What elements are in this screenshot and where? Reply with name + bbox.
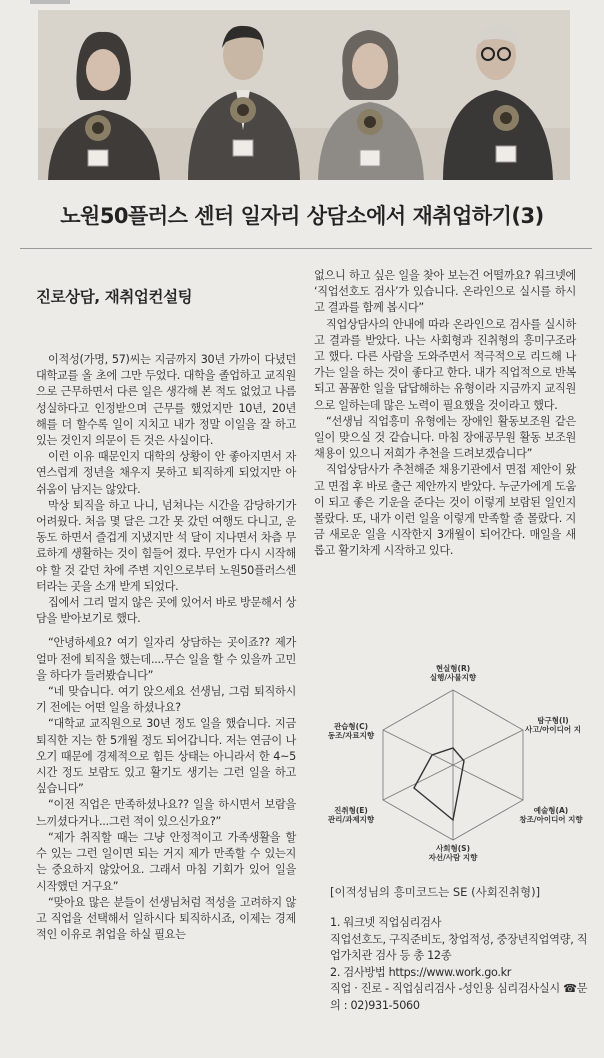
paragraph: 막상 퇴직을 하고 나니, 넘쳐나는 시간을 감당하기가 어려웠다. 처음 몇 달은 그간 못 갔던 여행도 다니고, 운동도 하면서 즐겁게 지냈지만 석 달이 지나면서 차츰 무료하게 생활하는 것이 힘들어 졌다. 무언가 다시 시작해야 할 것 같던 차에 주변 지인으로부터 노원50플러스센터라는 곳을 소개 받게 되었다.	[36, 498, 296, 593]
paragraph: 이런 이유 때문인지 대학의 상황이 안 좋아지면서 자연스럽게 정년을 채우지 못하고 퇴직하게 되었지만 아쉬움이 남지는 않았다.	[36, 450, 296, 496]
radar-label-social: 사회형(S) 자선/사람 지향	[428, 844, 478, 862]
score-polygon	[414, 748, 464, 820]
paragraph: 직업상담사가 추천해준 채용기관에서 면접 제안이 왔고 면접 후 바로 출근 제안까지 받았다. 누군가에게 도움이 되고 좋은 기운을 준다는 것이 이렇게 보람된 일인지 몰랐다. 또, 내가 이런 일을 이렇게 만족할 줄 몰랐다. 지금 새로운 일을 시작한지 3개월이 되어간다. 매일을 새롭고 활기차게 시작하고 있다.	[314, 463, 576, 558]
page-edge-mark	[30, 0, 70, 4]
paragraph: “제가 취직할 때는 그냥 안정적이고 가족생활을 할 수 있는 그런 일이면 되는 거지 제가 만족할 수 있는지는 중요하지 않았어요. 그래서 마침 기회가 있어 일을 시작했던 거구요”	[36, 830, 296, 893]
article-subhead: 진로상담, 재취업컨설팅	[36, 288, 193, 306]
info-line: 직업선호도, 구직준비도, 창업적성, 중장년직업역량, 직업가치관 검사 등 총 12종	[330, 932, 588, 962]
paragraph: 없으니 하고 싶은 일을 찾아 보는건 어떨까요? 워크넷에 ‘직업선호도 검사’가 있습니다. 온라인으로 실시를 하시고 결과를 함께 봅시다”	[314, 269, 576, 315]
paragraph: “대학교 교직원으로 30년 정도 일을 했습니다. 지금 퇴직한 지는 한 5개월 정도 되어갑니다. 저는 연금이 나오기 때문에 경제적으로 힘든 상태는 아니라서 한 4~5시간 정도 보람도 있고 활기도 생기는 그런 일을 하고 싶습니다”	[36, 717, 296, 796]
paragraph: “이전 직업은 만족하셨나요?? 일을 하시면서 보람을 느끼셨다거나...그런 적이 있으신가요?”	[36, 798, 296, 828]
paragraph: 직업상담사의 안내에 따라 온라인으로 검사를 실시하고 결과를 받았다. 나는 사회형과 진취형의 흥미구조라고 했다. 다른 사람을 도와주면서 적극적으로 리드해 나가는 일을 하는 것이 좋다고 한다. 내가 직업적으로 반복되고 꼼꼼한 일을 답답해하는 유형이라 지금까지 교직원으로 일하는데 많은 노력이 필요했을 것이라고 했다.	[314, 317, 576, 412]
info-box	[330, 915, 592, 1014]
paragraph: “맞아요 많은 분들이 선생님처럼 적성을 고려하지 않고 직업을 선택해서 일하시다 퇴직하시죠, 이제는 경제적인 이유로 취업을 하실 필요는	[36, 895, 296, 942]
paragraph: “안녕하세요? 여기 일자리 상담하는 곳이죠?? 제가 얼마 전에 퇴직을 했는데....무슨 일을 할 수 있을까 고민을 하다가 들러봤습니다”	[36, 636, 296, 682]
diagram-caption: [이적성님의 흥미코드는 SE (사회진취형)]	[330, 885, 541, 899]
info-line: 2. 검사방법 https://www.work.go.kr	[330, 965, 512, 979]
radar-label-enterprising: 진취형(E) 관리/과제지향	[327, 806, 375, 824]
article-headline: 노원50플러스 센터 일자리 상담소에서 재취업하기(3)	[60, 204, 544, 228]
right-column	[314, 268, 576, 560]
illustration-drawing	[38, 10, 570, 180]
paragraph: “네 맞습니다. 여기 앉으세요 선생님, 그럼 퇴직하시기 전에는 어떤 일을 하셨나요?	[36, 685, 296, 715]
paragraph: “선생님 직업흥미 유형에는 장애인 활동보조원 같은 일이 맞으실 것 같습니다. 마침 장애공무원 활동 보조원 채용이 있으니 저희가 추천을 드려보겠습니다”	[314, 414, 576, 461]
radar-label-realistic: 현실형(R) 실행/사물지향	[429, 664, 477, 682]
radar-label-investigative: 탐구형(I) 사고/아이디어 지	[524, 716, 582, 734]
left-column	[36, 352, 296, 943]
info-line: 1. 워크넷 직업심리검사	[330, 916, 442, 929]
interest-radar-diagram	[314, 660, 592, 870]
radar-graphic	[314, 660, 592, 870]
info-line: 직업 · 진로 - 직업심리검사 -성인용 심리검사실시 ☎문의 : 02)931-5060	[330, 982, 588, 1012]
paragraph: 집에서 그리 멀지 않은 곳에 있어서 바로 방문해서 상담을 받아보기로 했다.	[36, 596, 296, 626]
radar-label-conventional: 관습형(C) 동조/자료지향	[327, 722, 375, 740]
radar-label-artistic: 예술형(A) 창조/아이디어 지향	[519, 806, 583, 824]
headline-rule	[20, 248, 592, 249]
paragraph: 이적성(가명, 57)씨는 지금까지 30년 가까이 다녔던 대학교를 올 초에 그만 두었다. 대학을 졸업하고 교직원으로 근무하면서 다른 일은 생각해 본 적도 없었고 나름 성실하다고 인정받으며 근무를 했었지만 10년, 20년 해를 더 할수록 일이 지치고 내가 정말 이일을 잘 하고 있는 것인지 의문이 든 것은 사실이다.	[36, 353, 296, 448]
illustration-four-people-with-sunflowers	[38, 10, 570, 180]
